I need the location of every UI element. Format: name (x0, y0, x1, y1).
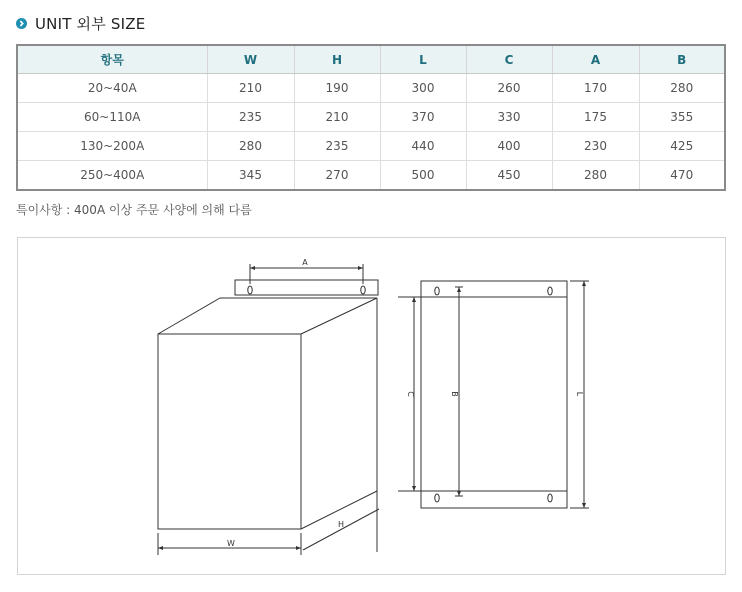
table-cell: 235 (294, 132, 380, 161)
table-cell: 235 (207, 103, 294, 132)
column-header-l: L (380, 45, 466, 74)
table-row (17, 161, 725, 191)
table-cell: 440 (380, 132, 466, 161)
back-panel (421, 281, 567, 508)
table-cell: 280 (639, 74, 725, 103)
table-cell: 345 (207, 161, 294, 191)
table-cell: 330 (466, 103, 552, 132)
table-cell: 230 (552, 132, 639, 161)
table-cell: 170 (552, 74, 639, 103)
mount-hole (548, 494, 552, 502)
table-cell: 190 (294, 74, 380, 103)
mount-bracket (235, 280, 378, 295)
table-cell: 210 (207, 74, 294, 103)
table-cell: 370 (380, 103, 466, 132)
mount-hole (435, 494, 439, 502)
size-table (16, 44, 726, 191)
front-face (158, 334, 301, 529)
table-cell: 175 (552, 103, 639, 132)
dimension-label-l: L (575, 391, 584, 397)
table-cell: 500 (380, 161, 466, 191)
section-title-text: UNIT 외부 SIZE (35, 14, 146, 33)
table-cell: 60~110A (17, 103, 207, 132)
column-header-b: B (639, 45, 725, 74)
dimension-label-b: B (450, 391, 459, 397)
back-top-plate (421, 281, 567, 297)
mount-hole (361, 286, 365, 294)
back-bottom-plate (421, 491, 567, 508)
table-cell: 355 (639, 103, 725, 132)
dimension-line-h (303, 509, 379, 550)
column-header-item: 항목 (17, 45, 207, 74)
table-header-row (17, 45, 725, 74)
table-cell: 250~400A (17, 161, 207, 191)
special-note: 특이사항 : 400A 이상 주문 사양에 의해 다름 (16, 203, 252, 217)
dimension-label-a: A (302, 258, 308, 267)
table-cell: 300 (380, 74, 466, 103)
table-cell: 210 (294, 103, 380, 132)
table-cell: 130~200A (17, 132, 207, 161)
dimension-label-h: H (337, 520, 345, 529)
dimension-drawing (18, 238, 727, 576)
table-row (17, 103, 725, 132)
table-cell: 260 (466, 74, 552, 103)
mount-hole (248, 286, 252, 294)
table-cell: 280 (207, 132, 294, 161)
table-cell: 270 (294, 161, 380, 191)
section-title (16, 12, 145, 34)
chevron-right-circle-icon (16, 18, 27, 29)
mount-hole (548, 287, 552, 295)
dimension-diagram (17, 237, 726, 575)
mount-hole (435, 287, 439, 295)
table-cell: 280 (552, 161, 639, 191)
table-cell: 20~40A (17, 74, 207, 103)
top-face (158, 298, 377, 334)
dimension-label-w: W (227, 539, 235, 548)
column-header-w: W (207, 45, 294, 74)
dimension-label-c: C (406, 391, 415, 397)
table-row (17, 132, 725, 161)
column-header-c: C (466, 45, 552, 74)
table-cell: 400 (466, 132, 552, 161)
column-header-h: H (294, 45, 380, 74)
table-cell: 425 (639, 132, 725, 161)
table-cell: 470 (639, 161, 725, 191)
table-cell: 450 (466, 161, 552, 191)
table-row (17, 74, 725, 103)
column-header-a: A (552, 45, 639, 74)
